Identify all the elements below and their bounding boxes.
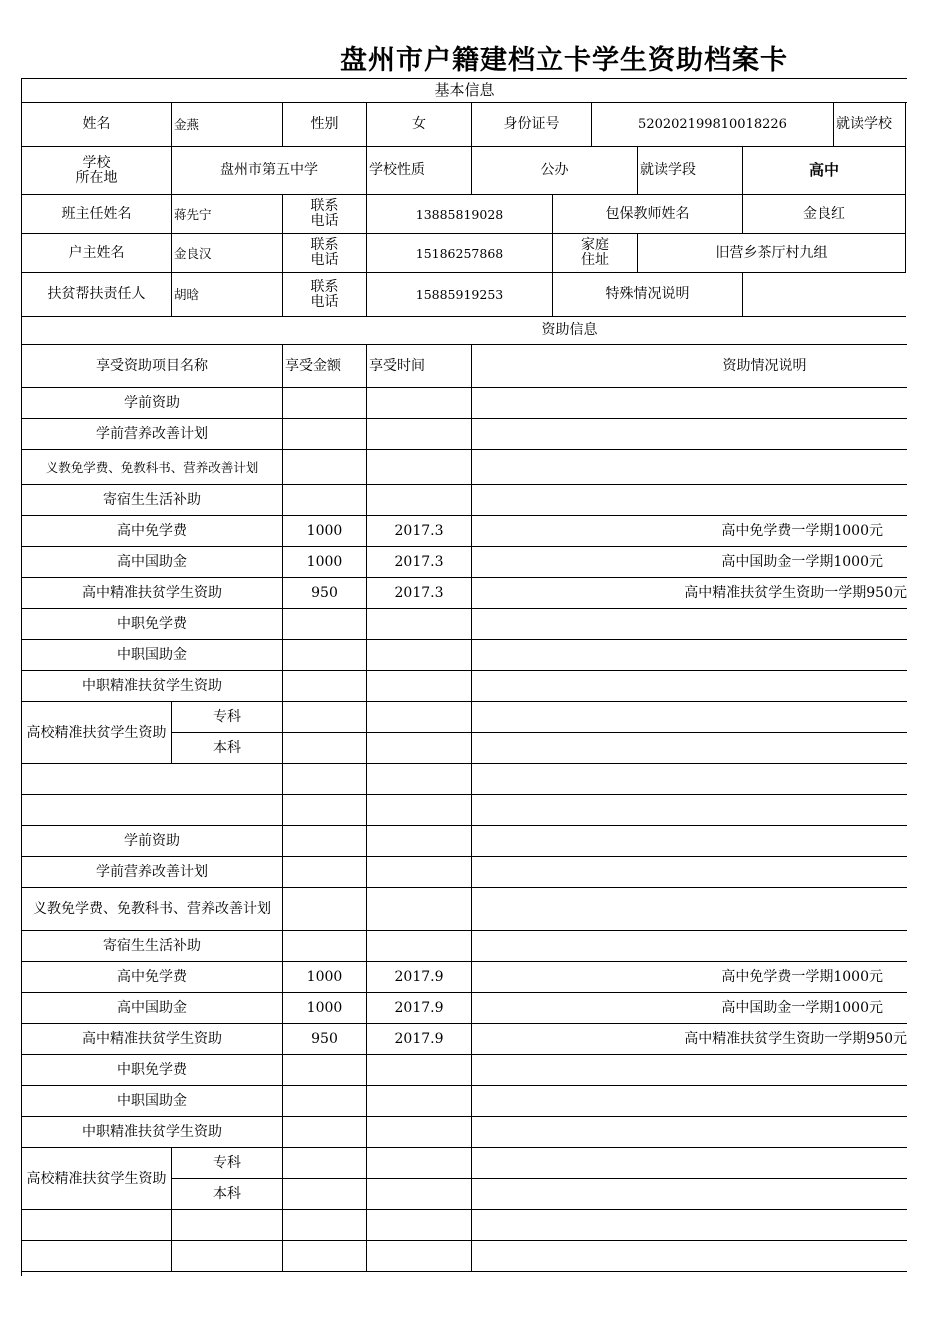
blank-row-desc [472,764,907,795]
aid-description [472,450,907,485]
name-value: 金燕 [172,103,283,147]
aid-amount: 1000 [283,516,367,547]
address-value: 旧营乡茶厅村九组 [638,234,906,273]
aid-amount: 1000 [283,962,367,993]
householder-phone-label: 联系 电话 [283,234,367,273]
aid-amount [283,450,367,485]
aid-item-name: 学前营养改善计划 [22,419,283,450]
aid-amount [283,888,367,931]
college-benke-desc [472,1179,907,1210]
aid-time: 2017.9 [367,1024,472,1055]
blank-row [22,1210,172,1241]
blank-row-amount [283,1210,367,1241]
college-zhuanke-time [367,1148,472,1179]
householder-value: 金良汉 [172,234,283,273]
college-zhuanke-amount [283,702,367,733]
page-title: 盘州市户籍建档立卡学生资助档案卡 [340,45,788,76]
aid-time [367,1086,472,1117]
aid-item-name: 高中国助金 [22,993,283,1024]
school-type-label: 学校性质 [367,147,472,195]
teacher-value: 蒋先宁 [172,195,283,234]
aid-item-name: 高中精准扶贫学生资助 [22,1024,283,1055]
aid-time [367,419,472,450]
id-label: 身份证号 [472,103,592,147]
name-label: 姓名 [22,103,172,147]
blank-row-amount [283,1241,367,1272]
id-value: 520202199810018226 [592,103,834,147]
blank-row [22,795,283,826]
special-label: 特殊情况说明 [553,273,743,317]
college-benke-amount [283,1179,367,1210]
blank-row-time [367,1241,472,1272]
aid-item-name: 学前资助 [22,388,283,419]
aid-description [472,857,907,888]
college-zhuanke-desc [472,702,907,733]
college-zhuanke-amount [283,1148,367,1179]
aid-item-name: 寄宿生生活补助 [22,931,283,962]
aid-item-name: 义教免学费、免教科书、营养改善计划 [22,450,283,485]
aid-amount [283,1117,367,1148]
helper-phone-value: 15885919253 [367,273,553,317]
college-benke: 本科 [172,733,283,764]
aid-amount: 1000 [283,547,367,578]
aid-amount [283,857,367,888]
aid-time [367,671,472,702]
college-zhuanke: 专科 [172,1148,283,1179]
aid-item-name: 中职国助金 [22,1086,283,1117]
aid-time [367,388,472,419]
blank-row [22,1241,172,1272]
teacher-phone-value: 13885819028 [367,195,553,234]
aid-amount: 950 [283,1024,367,1055]
school-location-value: 盘州市第五中学 [172,147,367,195]
blank-row-desc [472,1210,907,1241]
aid-time [367,1055,472,1086]
gender-label: 性别 [283,103,367,147]
aid-amount [283,826,367,857]
aid-description [472,671,907,702]
col-time-header: 享受时间 [367,345,472,388]
aid-info-header: 资助信息 [22,317,907,345]
aid-description: 高中国助金一学期1000元 [472,993,907,1024]
aid-item-name: 高中免学费 [22,962,283,993]
aid-item-name: 寄宿生生活补助 [22,485,283,516]
aid-amount [283,485,367,516]
aid-time: 2017.3 [367,578,472,609]
aid-item-name: 义教免学费、免教科书、营养改善计划 [22,888,283,931]
aid-time [367,485,472,516]
aid-item-name: 中职精准扶贫学生资助 [22,671,283,702]
blank-row-time [367,1210,472,1241]
aid-description [472,826,907,857]
special-value [743,273,906,317]
college-benke-amount [283,733,367,764]
basic-info-header: 基本信息 [22,79,907,103]
aid-description [472,1117,907,1148]
aid-item-name: 高中精准扶贫学生资助 [22,578,283,609]
aid-item-name: 高中免学费 [22,516,283,547]
helper-phone-label: 联系 电话 [283,273,367,317]
college-zhuanke: 专科 [172,702,283,733]
aid-description: 高中免学费一学期1000元 [472,516,907,547]
aid-description [472,1086,907,1117]
college-benke-time [367,1179,472,1210]
aid-amount [283,1055,367,1086]
aid-description [472,388,907,419]
aid-time: 2017.9 [367,962,472,993]
aid-item-name: 高中国助金 [22,547,283,578]
stage-label: 就读学段 [638,147,743,195]
blank-row-time [367,764,472,795]
aid-item-name: 中职精准扶贫学生资助 [22,1117,283,1148]
teacher-phone-label: 联系 电话 [283,195,367,234]
aid-description [472,640,907,671]
aid-description [472,888,907,931]
gender-value: 女 [367,103,472,147]
aid-time [367,857,472,888]
aid-amount [283,931,367,962]
col-item-header: 享受资助项目名称 [22,345,283,388]
aid-description [472,931,907,962]
helper-label: 扶贫帮扶责任人 [22,273,172,317]
blank-row-sub [172,1241,283,1272]
guarantor-label: 包保教师姓名 [553,195,743,234]
aid-time [367,609,472,640]
aid-item-name: 中职免学费 [22,1055,283,1086]
blank-row-desc [472,1241,907,1272]
aid-amount [283,609,367,640]
householder-phone-value: 15186257868 [367,234,553,273]
college-benke-time [367,733,472,764]
college-aid-label: 高校精准扶贫学生资助 [22,1148,172,1210]
householder-label: 户主姓名 [22,234,172,273]
address-label: 家庭 住址 [553,234,638,273]
aid-time: 2017.9 [367,993,472,1024]
aid-description [472,485,907,516]
college-zhuanke-desc [472,1148,907,1179]
aid-time [367,450,472,485]
blank-row-sub [172,1210,283,1241]
blank-row-amount [283,764,367,795]
blank-row-time [367,795,472,826]
aid-time [367,640,472,671]
aid-item-name: 中职国助金 [22,640,283,671]
aid-amount: 950 [283,578,367,609]
aid-time: 2017.3 [367,516,472,547]
aid-description: 高中精准扶贫学生资助一学期950元 [472,578,907,609]
aid-item-name: 学前资助 [22,826,283,857]
aid-amount [283,671,367,702]
teacher-label: 班主任姓名 [22,195,172,234]
aid-amount [283,419,367,450]
aid-amount [283,640,367,671]
college-benke-desc [472,733,907,764]
guarantor-value: 金良红 [743,195,906,234]
college-aid-label: 高校精准扶贫学生资助 [22,702,172,764]
aid-description: 高中免学费一学期1000元 [472,962,907,993]
school-type-value: 公办 [472,147,638,195]
school-location-label: 学校 所在地 [22,147,172,195]
aid-description: 高中国助金一学期1000元 [472,547,907,578]
blank-row-amount [283,795,367,826]
aid-amount [283,1086,367,1117]
aid-amount [283,388,367,419]
aid-description [472,419,907,450]
aid-time [367,888,472,931]
college-benke: 本科 [172,1179,283,1210]
school-label: 就读学校 [834,103,906,147]
helper-value: 胡晗 [172,273,283,317]
col-desc-header: 资助情况说明 [472,345,907,388]
aid-description [472,609,907,640]
aid-time [367,1117,472,1148]
aid-description: 高中精准扶贫学生资助一学期950元 [472,1024,907,1055]
blank-row-desc [472,795,907,826]
aid-amount: 1000 [283,993,367,1024]
col-amount-header: 享受金额 [283,345,367,388]
aid-item-name: 中职免学费 [22,609,283,640]
aid-description [472,1055,907,1086]
college-zhuanke-time [367,702,472,733]
aid-time [367,931,472,962]
blank-row [22,764,283,795]
aid-item-name: 学前营养改善计划 [22,857,283,888]
aid-time: 2017.3 [367,547,472,578]
stage-value: 高中 [743,147,906,195]
aid-time [367,826,472,857]
